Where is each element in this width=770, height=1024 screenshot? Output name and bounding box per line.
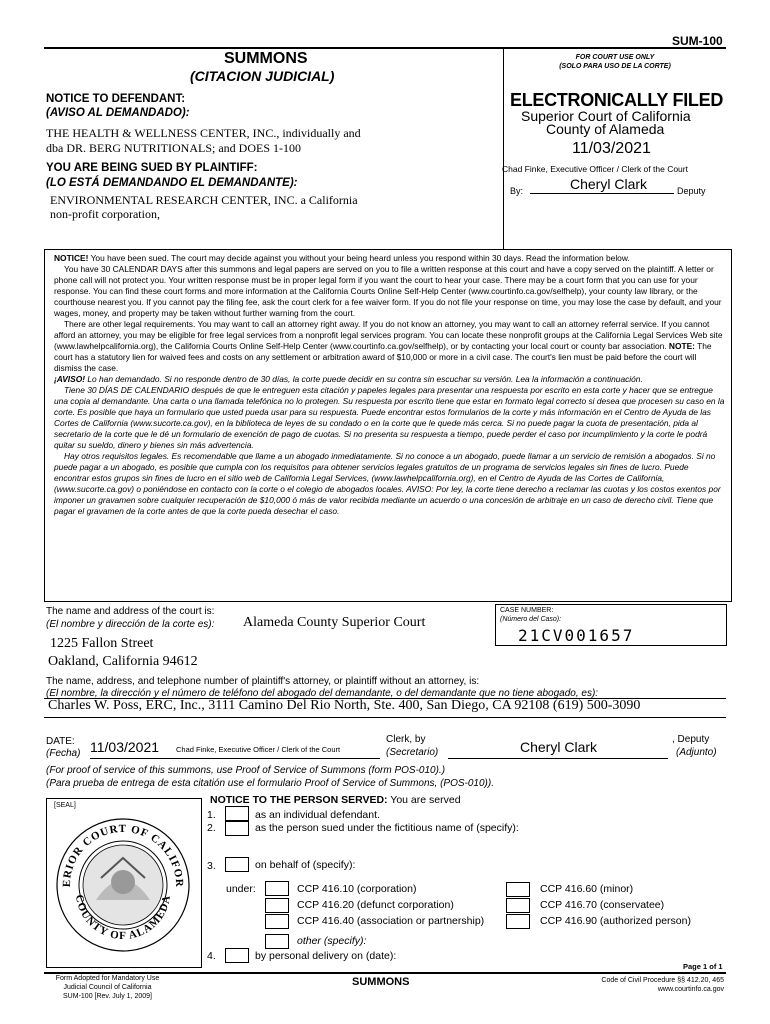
plaintiff-name-1: ENVIRONMENTAL RESEARCH CENTER, INC. a California <box>50 193 358 207</box>
served-heading <box>210 794 461 806</box>
attorney-label-es: (El nombre, la dirección y el número de teléfono del abogado del demandante, o del demandante que no tiene abogado, es): <box>46 688 599 699</box>
plaintiff-name-2: non-profit corporation, <box>50 207 160 221</box>
aviso-intro-text: Lo han demandado. Si no responde dentro de 30 días, la corte puede decidir en su contra sin escuchar su versión. Lea la información a continuación. <box>85 374 643 384</box>
deputy-label: , Deputy <box>672 734 710 745</box>
deputy-label-es: (Adjunto) <box>676 747 717 758</box>
seal-label: [SEAL] <box>54 802 76 809</box>
page-title-es: (CITACION JUDICIAL) <box>190 68 335 84</box>
stamp-date: 11/03/2021 <box>572 140 651 157</box>
served-option-1: as an individual defendant. <box>255 809 380 821</box>
footer-left-1: Form Adopted for Mandatory Use <box>55 975 160 982</box>
aviso-paragraph-3: Hay otros requisitos legales. Es recomendable que llame a un abogado inmediatamente. Si no conoce a un abogado, puede llamar a un servicio de remisión a abogados. Si no puede pagar a un abogado, es posible que cumpla con los requisitos para obtener servicios legales gratuitos de un programa de servicios legales sin fines de lucro. Puede encontrar estos grupos sin fines de lucro en el sitio web de California Legal Services, (www.lawhelpcalifornia.org), en el Centro de Ayuda de las Cortes de California, (www.sucorte.ca.gov) o poniéndose en contacto con la corte o el colegio de abogados locales. AVISO: Por ley, la corte tiene derecho a reclamar las cuotas y los costos exentos por imponer un gravamen sobre cualquier recuperación de $10,000 ó más de valor recibida mediante un acuerdo o una concesión de arbitraje en un caso de derecho civil. Tiene que pagar el gravamen de la corte antes de que la corte pueda desechar el caso. <box>54 451 721 516</box>
plaintiff-label-es: (LO ESTÁ DEMANDANDO EL DEMANDANTE): <box>46 177 298 189</box>
checkbox-other[interactable] <box>265 934 289 949</box>
stamp-by: By: <box>510 186 524 196</box>
page-number: Page 1 of 1 <box>683 962 723 971</box>
under-label: under: <box>226 883 256 895</box>
seal-bottom-text: COUNTY OF ALAMEDA <box>72 893 174 943</box>
case-number: 21CV001657 <box>518 626 635 645</box>
date-officer: Chad Finke, Executive Officer / Clerk of the Court <box>176 745 341 754</box>
bottom-rule <box>44 972 726 974</box>
checkbox-personal-delivery[interactable] <box>225 948 249 963</box>
footer-title: SUMMONS <box>352 976 410 988</box>
aviso-paragraph-2: Tiene 30 DÍAS DE CALENDARIO después de que le entreguen esta citación y papeles legales para presentar una respuesta por escrito en esta corte y hacer que se entregue una copia al demandante. Una carta o una llamada telefónica no lo protegen. Su respuesta por escrito tiene que estar en formato legal correcto si desea que procesen su caso en la corte. Es posible que haya un formulario que usted pueda usar para su respuesta. Puede encontrar estos formularios de la corte y más información en el Centro de Ayuda de las Cortes de California (www.sucorte.ca.gov), en la biblioteca de leyes de su condado o en la corte que le quede más cerca. Si no puede pagar la cuota de presentación, pida al secretario de la corte que le dé un formulario de exención de pago de cuotas. Si no presenta su respuesta a tiempo, puede perder el caso por incumplimiento y la corte le podrá quitar su sueldo, dinero y bienes sin más advertencia. <box>54 385 725 450</box>
court-box-divider <box>503 47 504 249</box>
defendant-name-2: dba DR. BERG NUTRITIONALS; and DOES 1-100 <box>46 141 301 155</box>
page-title: SUMMONS <box>224 50 308 67</box>
stamp-signer: Cheryl Clark <box>570 176 648 192</box>
clerk-line <box>448 758 668 759</box>
court-seal <box>46 810 200 960</box>
ccp-416-70: CCP 416.70 (conservatee) <box>540 899 665 911</box>
top-rule <box>44 47 726 49</box>
footer-right-1: Code of Civil Procedure §§ 412.20, 465 <box>601 977 724 984</box>
date-line <box>90 758 380 759</box>
footer-left-3: SUM-100 [Rev. July 1, 2009] <box>63 993 152 1000</box>
attorney-label: The name, address, and telephone number of plaintiff's attorney, or plaintiff without an attorney, is: <box>46 676 480 687</box>
defendant-label-es: (AVISO AL DEMANDADO): <box>46 107 190 119</box>
checkbox-ccp-416-70[interactable] <box>506 898 530 913</box>
ccp-416-90: CCP 416.90 (authorized person) <box>540 915 691 927</box>
served-option-2-text: as the person sued under the fictitious name of (specify): <box>255 822 519 834</box>
checkbox-fictitious-name[interactable] <box>225 821 249 836</box>
ccp-416-40: CCP 416.40 (association or partnership) <box>297 915 485 927</box>
stamp-heading: ELECTRONICALLY FILED <box>510 90 724 110</box>
date-label-es: (Fecha) <box>46 748 81 759</box>
seal-graphic <box>46 810 200 960</box>
checkbox-ccp-416-10[interactable] <box>265 881 289 896</box>
ccp-416-10: CCP 416.10 (corporation) <box>297 883 417 895</box>
served-num-1: 1. <box>207 809 216 821</box>
other-label: other (specify): <box>297 935 367 947</box>
served-option-3: on behalf of (specify): <box>255 859 356 871</box>
notice-paragraph-3 <box>54 319 726 374</box>
notice-box <box>44 249 732 602</box>
court-use-label-es: (SOLO PARA USO DE LA CORTE) <box>559 63 671 70</box>
notice-p3a: There are other legal requirements. You may want to call an attorney right away. If you do not know an attorney, you may want to call an attorney referral service. If you cannot afford an attorney, you may be eligible for free legal services from a nonprofit legal services program. You can locate these nonprofit groups at the California Legal Services Web site (www.lawhelpcalifornia.org), the California Courts Online Self-Help Center (www.courtinfo.ca.gov/selfhelp), or by contacting your local court or county bar association. <box>54 319 723 351</box>
ccp-416-60: CCP 416.60 (minor) <box>540 883 634 895</box>
checkbox-ccp-416-60[interactable] <box>506 882 530 897</box>
notice-paragraph-2: You have 30 CALENDAR DAYS after this summons and legal papers are served on you to file a written response at this court and have a copy served on the plaintiff. A letter or phone call will not protect you. Your written response must be in proper legal form if you want the court to hear your case. There may be a court form that you can use for your response. You can find these court forms and more information at the California Courts Online Self-Help Center (www.courtinfo.ca.gov/selfhelp), your county law library, or the courthouse nearest you. If you cannot pay the filing fee, ask the court clerk for a fee waiver form. If you do not file your response on time, you may lose the case by default, and your wages, money, and property may be taken without further warning from the court. <box>54 264 722 318</box>
checkbox-ccp-416-40[interactable] <box>265 914 289 929</box>
court-label: The name and address of the court is: <box>46 606 215 617</box>
case-number-label: CASE NUMBER: <box>500 607 554 614</box>
served-num-2: 2. <box>207 822 216 834</box>
clerk-label-es: (Secretario) <box>386 747 439 758</box>
date-value: 11/03/2021 <box>90 739 160 755</box>
form-id: SUM-100 <box>672 34 723 48</box>
stamp-county: County of Alameda <box>546 121 665 137</box>
ccp-416-20: CCP 416.20 (defunct corporation) <box>297 899 454 911</box>
checkbox-ccp-416-20[interactable] <box>265 898 289 913</box>
court-label-es: (El nombre y dirección de la corte es): <box>46 619 215 630</box>
notice-p3b: The court has a statutory lien for waived fees and costs on any settlement or arbitration award of $10,000 or more in a civil case. The court's lien must be paid before the court will dismiss the case. <box>54 341 712 373</box>
footer-right-2: www.courtinfo.ca.gov <box>657 986 724 993</box>
proof-line-1: (For proof of service of this summons, use Proof of Service of Summons (form POS-010).) <box>46 765 446 776</box>
stamp-officer: Chad Finke, Executive Officer / Clerk of the Court <box>502 164 688 174</box>
attorney-info: Charles W. Poss, ERC, Inc., 3111 Camino Del Rio North, Ste. 400, San Diego, CA 92108 (619) 500-3090 <box>48 698 641 713</box>
aviso-intro <box>54 374 726 385</box>
served-num-4: 4. <box>207 950 216 962</box>
notice-label: NOTICE! <box>54 253 89 263</box>
served-heading-bold: NOTICE TO THE PERSON SERVED: <box>210 794 388 806</box>
checkbox-individual[interactable] <box>225 806 249 821</box>
seal-top-text: ERIOR COURT OF CALIFOR <box>60 822 186 888</box>
checkbox-on-behalf[interactable] <box>225 857 249 872</box>
notice-note-label: NOTE: <box>668 341 695 351</box>
clerk-label: Clerk, by <box>386 734 426 745</box>
attorney-line <box>44 717 726 718</box>
served-option-2 <box>255 822 519 834</box>
served-num-3: 3. <box>207 860 216 872</box>
aviso-label: ¡AVISO! <box>54 374 86 384</box>
court-use-label: FOR COURT USE ONLY <box>575 54 655 61</box>
proof-line-2: (Para prueba de entrega de esta citatión use el formulario Proof of Service of Summons, (POS-010)). <box>46 778 494 789</box>
court-city: Oakland, California 94612 <box>48 654 198 669</box>
clerk-signer: Cheryl Clark <box>520 739 598 755</box>
date-label: DATE: <box>46 736 75 747</box>
defendant-name-1: THE HEALTH & WELLNESS CENTER, INC., individually and <box>46 126 361 140</box>
stamp-deputy: Deputy <box>677 186 706 196</box>
notice-intro <box>54 253 726 264</box>
stamp-sign-line <box>530 193 674 194</box>
footer-left-2: Judicial Council of California <box>63 984 152 991</box>
served-option-4: by personal delivery on (date): <box>255 950 397 962</box>
checkbox-ccp-416-90[interactable] <box>506 914 530 929</box>
stamp-court: Superior Court of California <box>521 108 691 124</box>
court-name: Alameda County Superior Court <box>243 615 426 630</box>
defendant-label: NOTICE TO DEFENDANT: <box>46 93 186 105</box>
court-street: 1225 Fallon Street <box>50 636 154 651</box>
plaintiff-label: YOU ARE BEING SUED BY PLAINTIFF: <box>46 162 258 174</box>
served-heading-rest: You are served <box>387 794 461 806</box>
case-number-label-es: (Número del Caso): <box>500 616 562 623</box>
notice-intro-text: You have been sued. The court may decide against you without your being heard unless you respond within 30 days. Read the information below. <box>88 253 630 263</box>
